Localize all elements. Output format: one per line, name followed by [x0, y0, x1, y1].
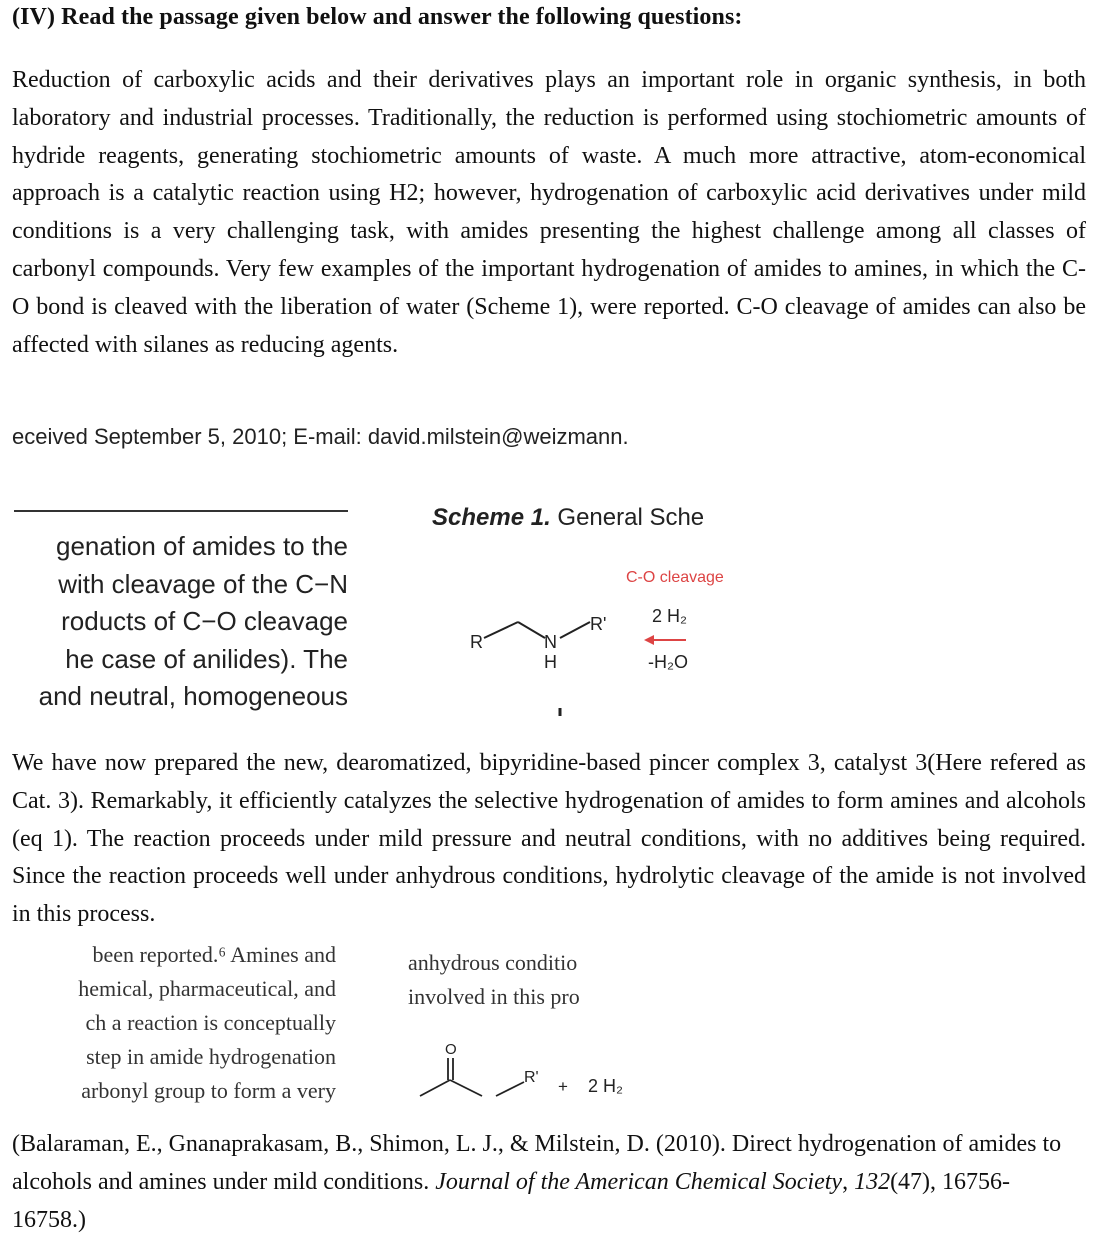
bond-line	[450, 1080, 482, 1096]
atom-r-prime: R'	[590, 614, 607, 634]
atom-r: R	[470, 632, 483, 652]
scheme-1-structure	[460, 560, 750, 730]
excerpt2-right-column	[408, 946, 638, 1014]
scheme-title-text: General Sche	[550, 504, 705, 531]
passage-paragraph-2: We have now prepared the new, dearomatized, bipyridine-based pincer complex 3, catalyst 3(Here refered as Cat. 3). Remarkably, it efficiently catalyzes the selective hydrogenation of amides to form amines and alcohols (eq 1). The reaction proceeds under mild pressure and neutral conditions, with no additives being required. Since the reaction proceeds well under anhydrous conditions, hydrolytic cleavage of the amide is not involved in this process.	[12, 750, 1086, 928]
question-heading: (IV) Read the passage given below and answer the following questions:	[12, 4, 743, 30]
reagent-water: -H₂O	[648, 652, 688, 672]
citation-authors: (Balaraman, E., Gnanaprakasam, B., Shimon, L. J., & Milstein, D. (2010). Direct hydrogenation of amides to alcohols and amines under mild conditions.	[12, 1131, 1062, 1195]
atom-o: O	[445, 1041, 457, 1058]
plus-sign: +	[558, 1077, 568, 1096]
passage-paragraph-1: Reduction of carboxylic acids and their derivatives plays an important role in organic synthesis, in both laboratory and industrial processes. Traditionally, the reduction is performed using stochiometric amounts of hydride reagents, generating stochiometric amounts of waste. A much more attractive, atom-economical approach is a catalytic reaction using H2; however, hydrogenation of carboxylic acid derivatives under mild conditions is a very challenging task, with amides presenting the highest challenge among all classes of carbonyl compounds. Very few examples of the important hydrogenation of amides to amines, in which the C-O bond is cleaved with the liberation of water (Scheme 1), were reported. C-O cleavage of amides can also be affected with silanes as reducing agents.	[12, 67, 1086, 358]
scheme-title	[432, 504, 704, 532]
excerpt-line: and neutral, homogeneous	[38, 681, 348, 712]
excerpt2-line: step in amide hydrogenation	[86, 1044, 336, 1069]
excerpt-line: with cleavage of the C−N	[58, 568, 348, 599]
citation-volume: 132	[854, 1169, 891, 1195]
eq1-structure	[400, 1038, 660, 1102]
received-line: eceived September 5, 2010; E-mail: david.milstein@weizmann.	[12, 424, 629, 449]
excerpt2-line: been reported.⁶ Amines and	[92, 942, 336, 967]
excerpt-divider	[14, 510, 348, 512]
excerpt2-line: arbonyl group to form a very	[81, 1078, 336, 1103]
excerpt2-line: ch a reaction is conceptually	[85, 1010, 336, 1035]
excerpt-left-column	[14, 528, 348, 716]
excerpt-line: roducts of C−O cleavage	[61, 606, 348, 637]
bond-line	[560, 622, 590, 638]
excerpt2-line: involved in this pro	[408, 984, 580, 1009]
atom-h: H	[544, 652, 557, 672]
citation-pages: (47), 16756-16758.)	[12, 1169, 1011, 1233]
excerpt-line: genation of amides to the	[56, 531, 348, 561]
excerpt2-line: anhydrous conditio	[408, 950, 578, 975]
citation-journal: Journal of the American Chemical Society	[435, 1169, 843, 1195]
reagent-h2: 2 H₂	[652, 606, 687, 626]
atom-r-prime: R'	[524, 1069, 539, 1086]
cleavage-label: C-O cleavage	[626, 569, 724, 586]
reagent-h2: 2 H₂	[588, 1076, 623, 1096]
bond-line	[518, 622, 545, 638]
citation-separator: ,	[842, 1169, 855, 1195]
excerpt2-line: hemical, pharmaceutical, and	[78, 976, 336, 1001]
bond-line	[496, 1082, 524, 1096]
bond-line	[484, 622, 518, 638]
scheme-label: Scheme 1.	[432, 504, 551, 531]
excerpt2-left-column	[14, 938, 336, 1108]
atom-n: N	[544, 632, 557, 652]
excerpt-line: he case of anilides). The	[65, 643, 348, 674]
arrow-head	[644, 635, 654, 645]
bond-line	[420, 1080, 450, 1096]
citation	[12, 1125, 1082, 1239]
